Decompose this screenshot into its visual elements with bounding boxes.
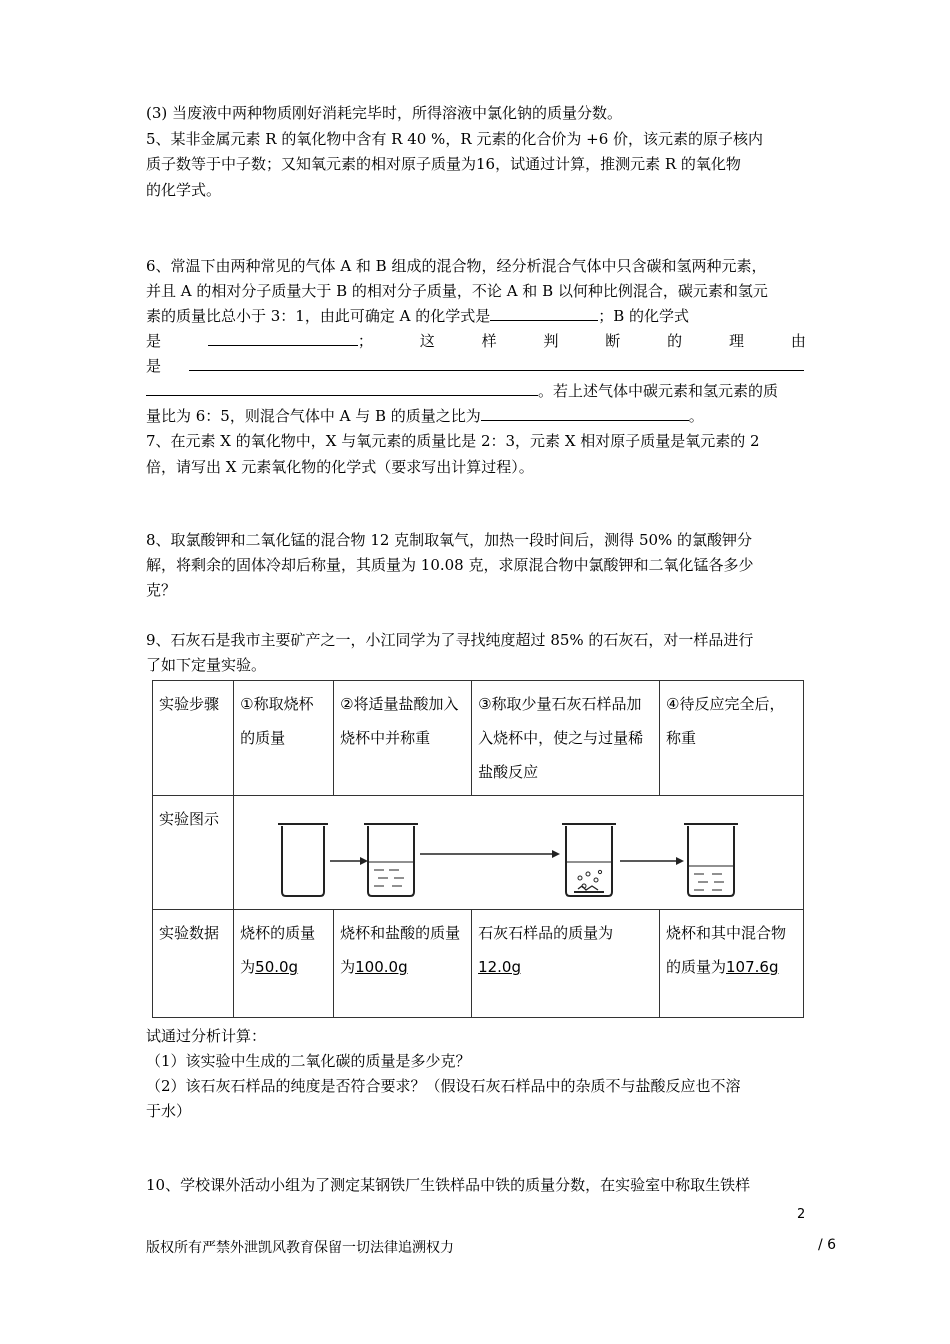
q6-line6	[146, 379, 778, 403]
q6-line4-word: 断	[605, 332, 621, 350]
step-cell: ①称取烧杯的质量	[234, 681, 334, 796]
arrow-icon	[330, 857, 368, 865]
table-header-data: 实验数据	[153, 910, 234, 1018]
q6-line1: 6、常温下由两种常见的气体 A 和 B 组成的混合物，经分析混合气体中只含碳和氢两种元素，	[146, 257, 767, 275]
q6-line7-text: 量比为 6：5，则混合气体中 A 与 B 的质量之比为	[146, 407, 481, 425]
q4-part3: (3) 当废液中两种物质刚好消耗完毕时，所得溶液中氯化钠的质量分数。	[146, 104, 623, 122]
table-header-diagram: 实验图示	[153, 796, 234, 910]
q6-line5	[146, 354, 804, 378]
table-row	[153, 796, 804, 910]
q9-sub2-line2: 于水）	[146, 1102, 192, 1120]
q6-line4-word: 判	[543, 332, 559, 350]
q6-line6-end: 。若上述气体中碳元素和氢元素的质	[538, 382, 779, 400]
q6-line7-end: 。	[688, 407, 704, 425]
step-cell: ④待反应完全后，称重	[660, 681, 804, 796]
q6-reason-blank-1[interactable]	[189, 354, 804, 371]
data-value: 107.6g	[726, 958, 779, 976]
q6-line2: 并且 A 的相对分子质量大于 B 的相对分子质量，不论 A 和 B 以何种比例混合，碳元素和氢元	[146, 282, 768, 300]
q8-line3: 克？	[146, 581, 177, 599]
q8-line2: 解，将剩余的固体冷却后称量，其质量为 10.08 克，求原混合物中氯酸钾和二氧化锰各多少	[146, 556, 754, 574]
q9-line2: 了如下定量实验。	[146, 656, 267, 674]
q7-line1: 7、在元素 X 的氧化物中，X 与氧元素的质量比是 2：3，元素 X 相对原子质量是氧元素的 2	[146, 432, 760, 450]
q6-line4	[146, 329, 806, 353]
q6-line4-word: 理	[729, 332, 745, 350]
arrow-icon	[420, 850, 560, 858]
table-row	[153, 910, 804, 1018]
step-cell: ②将适量盐酸加入烧杯中并称重	[334, 681, 472, 796]
q9-after: 试通过分析计算：	[146, 1027, 267, 1045]
q6-answer-a-blank[interactable]	[490, 304, 598, 321]
q5-line2: 质子数等于中子数；又知氧元素的相对原子质量为16，试通过计算，推测元素 R 的氧化物	[146, 155, 741, 173]
step-cell: ③称取少量石灰石样品加入烧杯中，使之与过量稀盐酸反应	[472, 681, 660, 796]
beaker-reacting-icon	[562, 824, 616, 896]
q6-line4-word: 的	[667, 332, 683, 350]
table-header-steps: 实验步骤	[153, 681, 234, 796]
data-text: 石灰石样品的质量为	[478, 924, 614, 942]
data-cell	[334, 910, 472, 1018]
q6-line3	[146, 304, 689, 328]
q8-line1: 8、取氯酸钾和二氧化锰的混合物 12 克制取氧气，加热一段时间后，测得 50% 的氯酸钾分	[146, 531, 753, 549]
q6-line4-word: 这	[419, 332, 435, 350]
q6-line7	[146, 404, 704, 428]
q6-line4-word: ；	[357, 332, 373, 350]
q6-line4-word: 由	[790, 332, 806, 350]
q6-line3-end: ；B 的化学式	[598, 307, 690, 325]
q6-line5-text: 是	[146, 357, 162, 375]
q9-sub2-line1: （2）该石灰石样品的纯度是否符合要求？（假设石灰石样品中的杂质不与盐酸反应也不溶	[146, 1077, 741, 1095]
data-text: 烧杯和其中混合物的质量为	[666, 924, 787, 976]
q6-line3-text: 素的质量比总小于 3：1，由此可确定 A 的化学式是	[146, 307, 491, 325]
q5-line1: 5、某非金属元素 R 的氧化物中含有 R 40 %，R 元素的化合价为 +6 价，该元素的原子核内	[146, 130, 764, 148]
page-total: / 6	[818, 1237, 837, 1253]
data-value: 100.0g	[355, 958, 408, 976]
data-text: 烧杯和盐酸的质量为	[340, 924, 461, 976]
data-value: 50.0g	[255, 958, 299, 976]
q9-sub1: （1）该实验中生成的二氧化碳的质量是多少克？	[146, 1052, 471, 1070]
data-text: 烧杯的质量为	[240, 924, 316, 976]
q9-line1: 9、石灰石是我市主要矿产之一，小江同学为了寻找纯度超过 85% 的石灰石，对一样品进行	[146, 631, 754, 649]
beaker-final-icon	[684, 824, 738, 896]
arrow-icon	[620, 857, 684, 865]
q10-line1: 10、学校课外活动小组为了测定某钢铁厂生铁样品中铁的质量分数，在实验室中称取生铁样	[146, 1176, 751, 1194]
data-value: 12.0g	[478, 958, 521, 976]
diagram-cell	[234, 796, 804, 910]
q6-line4-start: 是	[146, 332, 162, 350]
q6-reason-blank-2[interactable]	[146, 379, 538, 396]
experiment-table	[152, 680, 804, 1018]
beaker-empty-icon	[278, 824, 328, 896]
table-row	[153, 681, 804, 796]
data-cell	[472, 910, 660, 1018]
q6-line4-word: 样	[481, 332, 497, 350]
copyright-footer: 版权所有严禁外泄凯风教育保留一切法律追溯权力	[146, 1240, 454, 1256]
data-cell	[660, 910, 804, 1018]
page-number: 2	[797, 1207, 806, 1222]
data-cell	[234, 910, 334, 1018]
q6-answer-b-blank[interactable]	[208, 329, 358, 346]
beaker-diagram	[234, 806, 794, 906]
beaker-acid-icon	[364, 824, 418, 896]
q6-ratio-blank[interactable]	[481, 404, 689, 421]
q7-line2: 倍，请写出 X 元素氧化物的化学式（要求写出计算过程）。	[146, 458, 534, 476]
q5-line3: 的化学式。	[146, 181, 222, 199]
